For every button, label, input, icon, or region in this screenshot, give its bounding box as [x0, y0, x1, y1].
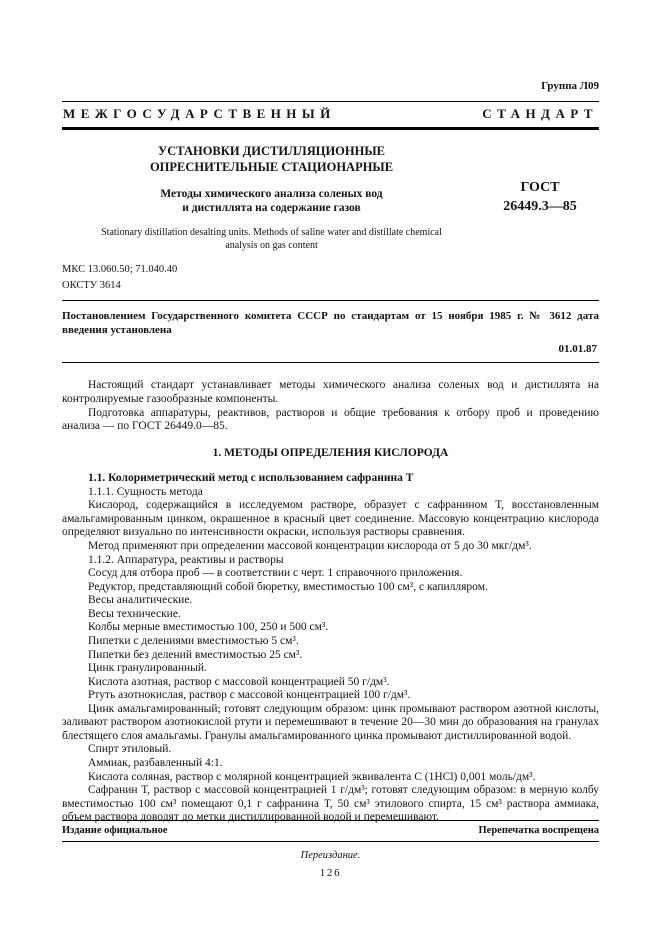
paragraph: Цинк амальгамированный; готовят следующим образом: цинк промывают раствором азотной кислоты, заливают раствором азотнокислой ртути и перемешивают в течение 20—30 мин до образования на гранулах блестящего слоя амальгамы. Гранулы амальгамированного цинка промывают дистиллированной водой. [62, 702, 599, 742]
paragraph: 1.1.1. Сущность метода [88, 485, 203, 498]
paragraph: Кислород, содержащийся в исследуемом растворе, образует с сафранином Т, восстановленным амальгамированным цинком, окрашенное в красный цвет соединение. Массовую концентрацию кислорода определяют визуально по интенсивности окраски, используя растворы сравнения. [62, 499, 599, 539]
paragraph: Аммиак, разбавленный 4:1. [88, 757, 223, 770]
english-title-line-2: analysis on gas content [225, 239, 318, 251]
document-title-line-2: ОПРЕСНИТЕЛЬНЫЕ СТАЦИОНАРНЫЕ [149, 160, 394, 175]
paragraph: Кислота азотная, раствор с массовой концентрацией 50 г/дм³. [88, 675, 390, 688]
paragraph: Ртуть азотнокислая, раствор с массовой концентрацией 100 г/дм³. [88, 689, 411, 702]
paragraph: Колбы мерные вместимостью 100, 250 и 500 см³. [88, 621, 329, 634]
document-title-line-1: УСТАНОВКИ ДИСТИЛЛЯЦИОННЫЕ [158, 144, 385, 158]
paragraph: Метод применяют при определении массовой концентрации кислорода от 5 до 30 мкг/дм³. [88, 540, 532, 553]
document-subtitle [62, 187, 481, 217]
group-label: Группа Л09 [541, 80, 599, 92]
section-heading: 1. МЕТОДЫ ОПРЕДЕЛЕНИЯ КИСЛОРОДА [212, 446, 449, 459]
paragraph: Весы технические. [88, 607, 181, 620]
divider [62, 841, 599, 842]
document-title [62, 143, 481, 176]
paragraph: 1.1.2. Аппаратура, реактивы и растворы [88, 553, 284, 566]
standard-type-word-2: СТАНДАРТ [482, 106, 598, 121]
gost-designation [481, 143, 599, 252]
effective-date: 01.01.87 [558, 343, 597, 356]
official-edition-label: Издание официальное [62, 825, 168, 836]
gost-number: 26449.3—85 [503, 198, 577, 214]
document-subtitle-line-1: Методы химического анализа соленых вод [160, 187, 383, 200]
okstu-code: ОКСТУ 3614 [62, 279, 121, 291]
paragraph: Сосуд для отбора проб — в соответствии с черт. 1 справочного приложения. [88, 567, 463, 580]
paragraph: Кислота соляная, раствор с молярной концентрацией эквивалента С (1HCl) 0,001 моль/дм³. [88, 770, 536, 783]
reprint-prohibited-label: Перепечатка воспрещена [478, 825, 599, 836]
english-title [62, 227, 481, 252]
divider [62, 362, 599, 363]
decree-text: Постановлением Государственного комитета СССР по стандартам от 15 ноября 1985 г. № 3612 дата введения установлена [62, 309, 599, 337]
paragraph: Цинк гранулированный. [88, 662, 207, 675]
footer-row [62, 821, 599, 841]
intro-paragraph: Подготовка аппаратуры, реактивов, растворов и общие требования к отбору проб и проведению анализа — по ГОСТ 26449.0—85. [62, 406, 599, 433]
paragraph: 1.1. Колориметрический метод с использованием сафранина Т [88, 472, 414, 485]
document-body [62, 379, 599, 824]
mks-code: МКС 13.060.50; 71.040.40 [62, 264, 178, 276]
page-footer [62, 820, 599, 879]
document-subtitle-line-2: и дистиллята на содержание газов [182, 202, 361, 215]
title-block [62, 143, 599, 252]
paragraph: Пипетки с делениями вместимостью 5 см³. [88, 634, 299, 647]
divider [62, 300, 599, 301]
paragraph: Редуктор, представляющий собой бюретку, вместимостью 100 см³, с капилляром. [88, 580, 488, 593]
gost-label: ГОСТ [520, 180, 560, 195]
title-main [62, 143, 481, 252]
paragraph: Сафранин Т, раствор с массовой концентрацией 1 г/дм³; готовят следующим образом: в мерную колбу вместимостью 100 см³ помещают 0,1 г сафранина Т, 50 см³ этилового спирта, 15 см³ раствора аммиака, объем раствора доводят до метки дистиллированной водой и перемешивают. [62, 784, 599, 824]
paragraph: Пипетки без делений вместимостью 25 см³. [88, 648, 303, 661]
intro-paragraph: Настоящий стандарт устанавливает методы химического анализа соленых вод и дистиллята на контролируемые газообразные компоненты. [62, 379, 599, 405]
paragraph: Спирт этиловый. [88, 743, 172, 756]
reissue-note: Переиздание. [300, 850, 361, 861]
english-title-line-1: Stationary distillation desalting units. Methods of saline water and distillate chemical [101, 227, 442, 239]
classification-codes [62, 262, 599, 292]
standard-type-header [62, 101, 599, 130]
page-number: 126 [319, 867, 342, 879]
paragraph: Весы аналитические. [88, 594, 193, 607]
standard-type-word-1: МЕЖГОСУДАРСТВЕННЫЙ [63, 106, 336, 121]
